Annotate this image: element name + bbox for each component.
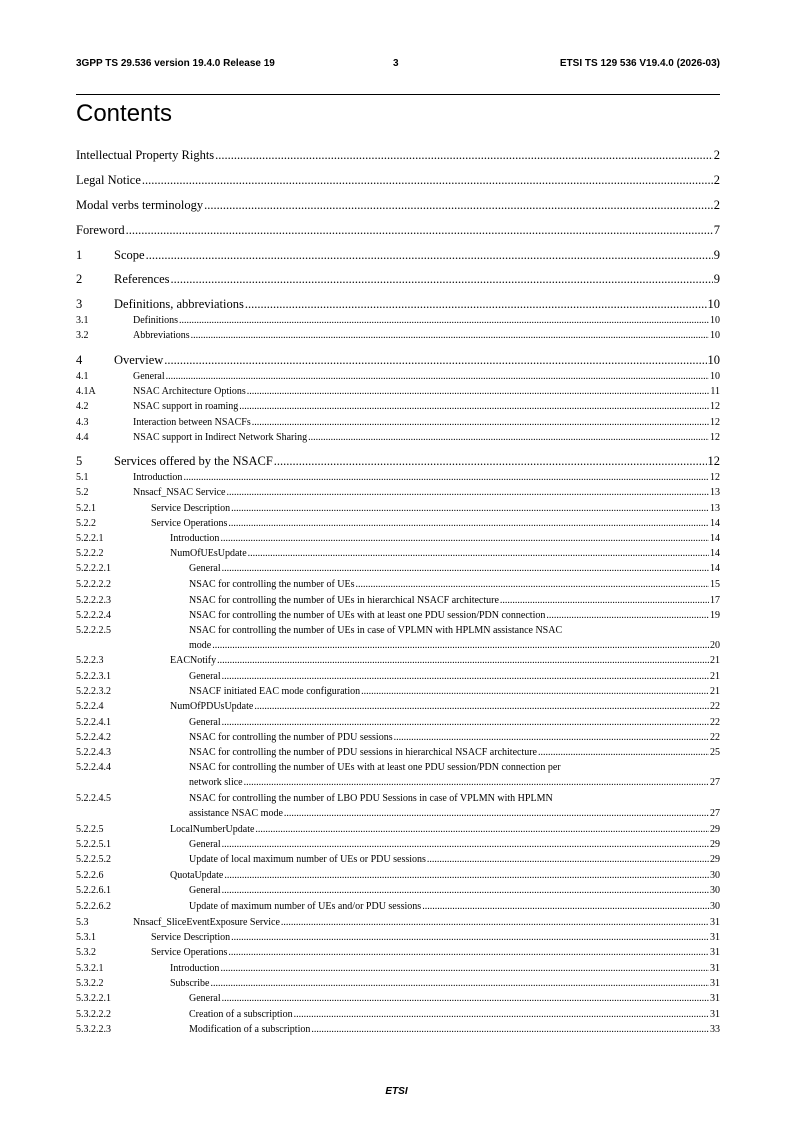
toc-entry[interactable] — [76, 854, 720, 866]
toc-entry-page: 10 — [707, 353, 720, 367]
toc-leader-dots — [538, 747, 709, 759]
toc-entry[interactable] — [76, 625, 720, 652]
toc-entry-number: 4.1A — [76, 386, 96, 397]
toc-leader-dots — [252, 417, 709, 429]
toc-entry-number: 5.2.1 — [76, 503, 96, 514]
toc-entry-number: 3.1 — [76, 315, 89, 326]
toc-entry[interactable] — [76, 671, 720, 683]
toc-entry[interactable] — [76, 472, 720, 484]
toc-entry-page: 31 — [710, 993, 720, 1004]
toc-entry-page: 30 — [710, 885, 720, 896]
toc-entry[interactable] — [76, 315, 720, 327]
toc-entry-title: EACNotify — [170, 655, 217, 666]
toc-entry[interactable] — [76, 330, 720, 342]
toc-entry-page: 25 — [710, 747, 720, 758]
toc-entry-title: General — [189, 717, 221, 728]
toc-leader-dots — [356, 579, 709, 591]
toc-leader-dots — [247, 386, 710, 398]
toc-leader-dots — [222, 563, 709, 575]
toc-entry-page: 22 — [710, 701, 720, 712]
toc-entry-page: 31 — [710, 932, 720, 943]
toc-entry-number: 5.2.2 — [76, 518, 96, 529]
toc-leader-dots — [220, 533, 709, 545]
toc-entry-number: 4 — [76, 353, 83, 367]
toc-entry-page: 12 — [710, 432, 720, 443]
toc-entry-page: 9 — [713, 248, 720, 262]
toc-entry[interactable] — [76, 686, 720, 698]
toc-entry-page: 20 — [710, 640, 720, 651]
toc-leader-dots — [228, 947, 709, 959]
toc-entry-number: 5.2.2.2.1 — [76, 563, 111, 574]
toc-entry-page: 14 — [710, 533, 720, 544]
page-title: Contents — [76, 100, 173, 127]
toc-entry-page: 7 — [713, 223, 720, 237]
toc-leader-dots — [126, 223, 713, 237]
toc-entry-title: Update of local maximum number of UEs or PDU sessions — [189, 854, 426, 865]
toc-entry[interactable] — [76, 793, 720, 820]
toc-entry-page: 14 — [710, 518, 720, 529]
toc-entry-page: 27 — [710, 777, 720, 788]
toc-entry-page: 29 — [710, 824, 720, 835]
toc-entry-title: NSAC for controlling the number of UEs in case of VPLMN with HPLMN assistance NSAC — [189, 625, 563, 636]
toc-entry-number: 5.3.2.2.1 — [76, 993, 111, 1004]
toc-entry[interactable] — [76, 732, 720, 744]
toc-entry-page: 14 — [710, 548, 720, 559]
toc-leader-dots — [254, 701, 709, 713]
toc-entry-number: 5.2.2.3.1 — [76, 671, 111, 682]
toc-entry-page: 14 — [710, 563, 720, 574]
toc-entry[interactable] — [76, 978, 720, 990]
toc-entry-page: 13 — [710, 487, 720, 498]
toc-entry[interactable] — [76, 610, 720, 622]
toc-entry-page: 33 — [710, 1024, 720, 1035]
toc-entry-page: 29 — [710, 839, 720, 850]
toc-entry-number: 3 — [76, 297, 83, 311]
toc-entry[interactable] — [76, 386, 720, 398]
toc-entry-title: NumOfUEsUpdate — [170, 548, 247, 559]
toc-entry-number: 5.3.1 — [76, 932, 96, 943]
toc-entry-page: 15 — [710, 579, 720, 590]
toc-entry-number: 4.1 — [76, 371, 89, 382]
toc-entry-title-continued: network slice — [189, 777, 243, 788]
toc-entry-title: NSAC support in roaming — [133, 401, 239, 412]
toc-entry[interactable] — [76, 487, 720, 499]
toc-entry-number: 5.2.2.2 — [76, 548, 104, 559]
toc-entry-title: General — [189, 671, 221, 682]
toc-entry-title: Intellectual Property Rights — [76, 148, 215, 162]
header-divider — [76, 94, 720, 95]
toc-entry-title: NSAC for controlling the number of UEs with at least one PDU session/PDN connection — [189, 610, 546, 621]
toc-entry[interactable] — [76, 747, 720, 759]
toc-entry[interactable] — [76, 297, 720, 311]
toc-entry-page: 30 — [710, 901, 720, 912]
toc-entry-number: 5.2.2.5.2 — [76, 854, 111, 865]
toc-entry-title: Introduction — [170, 963, 220, 974]
toc-entry[interactable] — [76, 1009, 720, 1021]
toc-entry-page: 12 — [707, 454, 720, 468]
toc-entry-number: 5.2.2.2.5 — [76, 625, 111, 636]
toc-leader-dots — [244, 777, 709, 789]
toc-entry[interactable] — [76, 401, 720, 413]
toc-leader-dots — [183, 472, 709, 484]
toc-entry[interactable] — [76, 963, 720, 975]
toc-entry-page: 13 — [710, 503, 720, 514]
toc-entry-title-continued: mode — [189, 640, 212, 651]
toc-entry-page: 31 — [710, 963, 720, 974]
toc-entry-title: LocalNumberUpdate — [170, 824, 255, 835]
toc-leader-dots — [217, 655, 709, 667]
page-header — [76, 58, 720, 72]
toc-entry-title: NSAC for controlling the number of PDU sessions — [189, 732, 393, 743]
toc-entry-title: Services offered by the NSACF — [114, 454, 273, 468]
toc-entry-title: Creation of a subscription — [189, 1009, 293, 1020]
toc-entry-title: Subscribe — [170, 978, 210, 989]
header-etsi-reference: ETSI TS 129 536 V19.4.0 (2026-03) — [559, 58, 720, 69]
toc-leader-dots — [281, 917, 709, 929]
toc-entry[interactable] — [76, 824, 720, 836]
toc-leader-dots — [179, 315, 709, 327]
toc-entry[interactable] — [76, 762, 720, 789]
toc-entry-number: 5.2.2.2.3 — [76, 595, 111, 606]
toc-entry-title: NSAC for controlling the number of UEs with at least one PDU session/PDN connection per — [189, 762, 561, 773]
toc-entry-title: Service Description — [151, 503, 231, 514]
toc-entry-title: General — [189, 885, 221, 896]
toc-entry-number: 4.3 — [76, 417, 89, 428]
toc-entry-page: 10 — [710, 330, 720, 341]
toc-leader-dots — [255, 824, 709, 836]
toc-entry-title: QuotaUpdate — [170, 870, 224, 881]
toc-entry[interactable] — [76, 353, 720, 367]
toc-entry-title: Abbreviations — [133, 330, 190, 341]
toc-leader-dots — [212, 640, 709, 652]
toc-entry-number: 5.2.2.6.2 — [76, 901, 111, 912]
toc-entry-number: 5.2.2.2.2 — [76, 579, 111, 590]
toc-entry-title: NumOfPDUsUpdate — [170, 701, 254, 712]
toc-entry[interactable] — [76, 518, 720, 530]
toc-leader-dots — [274, 454, 707, 468]
toc-leader-dots — [422, 901, 709, 913]
toc-entry-number: 5 — [76, 454, 83, 468]
toc-entry-page: 19 — [710, 610, 720, 621]
toc-entry-page: 21 — [710, 686, 720, 697]
toc-leader-dots — [311, 1024, 709, 1036]
toc-leader-dots — [222, 717, 709, 729]
toc-entry-number: 5.2.2.5 — [76, 824, 104, 835]
toc-entry[interactable] — [76, 548, 720, 560]
toc-entry-title: Introduction — [133, 472, 183, 483]
header-page-number: 3 — [393, 58, 399, 69]
toc-entry-number: 5.2.2.3.2 — [76, 686, 111, 697]
toc-entry-page: 10 — [710, 371, 720, 382]
toc-entry[interactable] — [76, 595, 720, 607]
toc-entry-page: 12 — [710, 472, 720, 483]
toc-entry-number: 5.2.2.6.1 — [76, 885, 111, 896]
toc-leader-dots — [222, 885, 709, 897]
toc-entry[interactable] — [76, 272, 720, 286]
toc-entry-number: 5.2.2.3 — [76, 655, 104, 666]
toc-entry-title: General — [189, 993, 221, 1004]
toc-entry-page: 22 — [710, 717, 720, 728]
toc-entry[interactable] — [76, 503, 720, 515]
toc-entry-number: 4.4 — [76, 432, 89, 443]
toc-entry-number: 5.2.2.6 — [76, 870, 104, 881]
toc-entry-number: 5.2.2.4.3 — [76, 747, 111, 758]
toc-entry-number: 5.3.2.2 — [76, 978, 104, 989]
toc-entry-number: 5.2 — [76, 487, 89, 498]
toc-leader-dots — [308, 432, 709, 444]
toc-entry-number: 5.2.2.2.4 — [76, 610, 111, 621]
toc-entry-title: NSAC Architecture Options — [133, 386, 246, 397]
toc-entry[interactable] — [76, 148, 720, 162]
toc-leader-dots — [204, 198, 713, 212]
toc-entry[interactable] — [76, 198, 720, 212]
toc-entry-page: 10 — [707, 297, 720, 311]
toc-entry[interactable] — [76, 701, 720, 713]
toc-entry-number: 5.2.2.4.2 — [76, 732, 111, 743]
toc-leader-dots — [171, 272, 713, 286]
toc-entry-title: Nnsacf_NSAC Service — [133, 487, 226, 498]
toc-entry-title: Service Description — [151, 932, 231, 943]
toc-entry-title: Modification of a subscription — [189, 1024, 311, 1035]
toc-entry-number: 5.2.2.1 — [76, 533, 104, 544]
toc-entry-number: 4.2 — [76, 401, 89, 412]
toc-leader-dots — [231, 503, 709, 515]
toc-leader-dots — [220, 963, 709, 975]
toc-entry-number: 5.2.2.4 — [76, 701, 104, 712]
toc-entry[interactable] — [76, 248, 720, 262]
toc-entry-title: Service Operations — [151, 947, 228, 958]
toc-entry-page: 31 — [710, 978, 720, 989]
toc-entry[interactable] — [76, 839, 720, 851]
toc-entry[interactable] — [76, 371, 720, 383]
page-footer: ETSI — [385, 1086, 408, 1097]
toc-entry-page: 12 — [710, 401, 720, 412]
toc-entry-page: 30 — [710, 870, 720, 881]
toc-entry-title: Definitions — [133, 315, 178, 326]
toc-entry-title: Foreword — [76, 223, 125, 237]
toc-entry-number: 5.3.2.2.2 — [76, 1009, 111, 1020]
toc-entry-page: 29 — [710, 854, 720, 865]
toc-leader-dots — [361, 686, 709, 698]
toc-entry-number: 3.2 — [76, 330, 89, 341]
toc-entry-page: 9 — [713, 272, 720, 286]
toc-entry-number: 5.2.2.4.1 — [76, 717, 111, 728]
toc-leader-dots — [239, 401, 709, 413]
toc-leader-dots — [226, 487, 709, 499]
toc-leader-dots — [294, 1009, 709, 1021]
toc-leader-dots — [245, 297, 707, 311]
toc-entry-number: 5.1 — [76, 472, 89, 483]
toc-entry-number: 5.2.2.5.1 — [76, 839, 111, 850]
toc-leader-dots — [284, 808, 709, 820]
toc-entry-title: Definitions, abbreviations — [114, 297, 244, 311]
toc-entry-page: 31 — [710, 947, 720, 958]
toc-entry[interactable] — [76, 993, 720, 1005]
toc-entry-title: General — [189, 839, 221, 850]
toc-entry[interactable] — [76, 870, 720, 882]
toc-leader-dots — [166, 371, 709, 383]
toc-entry[interactable] — [76, 223, 720, 237]
toc-entry[interactable] — [76, 932, 720, 944]
toc-leader-dots — [500, 595, 709, 607]
toc-entry-page: 31 — [710, 917, 720, 928]
toc-entry-title: Service Operations — [151, 518, 228, 529]
toc-entry-title: Interaction between NSACFs — [133, 417, 251, 428]
toc-entry[interactable] — [76, 947, 720, 959]
toc-entry-title: References — [114, 272, 170, 286]
toc-leader-dots — [222, 671, 709, 683]
toc-entry-title: NSAC for controlling the number of UEs in hierarchical NSACF architecture — [189, 595, 499, 606]
toc-leader-dots — [146, 248, 713, 262]
toc-entry-title-continued: assistance NSAC mode — [189, 808, 283, 819]
toc-leader-dots — [231, 932, 709, 944]
toc-entry[interactable] — [76, 917, 720, 929]
toc-leader-dots — [546, 610, 709, 622]
toc-entry-page: 31 — [710, 1009, 720, 1020]
toc-leader-dots — [215, 148, 713, 162]
toc-entry-title: Modal verbs terminology — [76, 198, 204, 212]
toc-entry-number: 2 — [76, 272, 83, 286]
toc-entry[interactable] — [76, 1024, 720, 1036]
toc-entry-title: Introduction — [170, 533, 220, 544]
toc-entry[interactable] — [76, 454, 720, 468]
toc-entry-title: NSAC for controlling the number of PDU sessions in hierarchical NSACF architecture — [189, 747, 537, 758]
toc-entry-title: Scope — [114, 248, 145, 262]
toc-leader-dots — [142, 173, 713, 187]
toc-entry-page: 12 — [710, 417, 720, 428]
toc-leader-dots — [222, 839, 709, 851]
toc-entry-number: 5.3 — [76, 917, 89, 928]
toc-entry[interactable] — [76, 901, 720, 913]
toc-entry-page: 21 — [710, 655, 720, 666]
toc-leader-dots — [224, 870, 709, 882]
toc-entry-title: Nnsacf_SliceEventExposure Service — [133, 917, 280, 928]
toc-entry-title: General — [189, 563, 221, 574]
toc-entry-page: 11 — [710, 386, 720, 397]
toc-entry-number: 5.3.2 — [76, 947, 96, 958]
toc-entry-title: NSAC for controlling the number of UEs — [189, 579, 355, 590]
toc-entry-number: 5.3.2.1 — [76, 963, 104, 974]
toc-entry-title: NSAC for controlling the number of LBO PDU Sessions in case of VPLMN with HPLMN — [189, 793, 553, 804]
toc-entry[interactable] — [76, 563, 720, 575]
toc-entry-number: 5.2.2.4.5 — [76, 793, 111, 804]
toc-leader-dots — [210, 978, 709, 990]
toc-entry[interactable] — [76, 885, 720, 897]
toc-entry-title: NSAC support in Indirect Network Sharing — [133, 432, 308, 443]
toc-entry-page: 2 — [713, 198, 720, 212]
toc-entry[interactable] — [76, 173, 720, 187]
toc-entry-page: 2 — [713, 173, 720, 187]
toc-entry-page: 22 — [710, 732, 720, 743]
toc-entry-title: Overview — [114, 353, 164, 367]
toc-leader-dots — [427, 854, 709, 866]
toc-leader-dots — [164, 353, 706, 367]
toc-entry-number: 5.3.2.2.3 — [76, 1024, 111, 1035]
toc-entry-page: 17 — [710, 595, 720, 606]
toc-entry-page: 21 — [710, 671, 720, 682]
toc-leader-dots — [191, 330, 709, 342]
toc-entry-page: 10 — [710, 315, 720, 326]
toc-entry[interactable] — [76, 579, 720, 591]
toc-entry[interactable] — [76, 533, 720, 545]
toc-leader-dots — [228, 518, 709, 530]
toc-leader-dots — [394, 732, 709, 744]
toc-entry-page: 2 — [713, 148, 720, 162]
header-spec-version: 3GPP TS 29.536 version 19.4.0 Release 19 — [76, 58, 275, 69]
toc-entry-number: 5.2.2.4.4 — [76, 762, 111, 773]
toc-leader-dots — [248, 548, 709, 560]
toc-entry-title: Update of maximum number of UEs and/or PDU sessions — [189, 901, 422, 912]
toc-entry[interactable] — [76, 417, 720, 429]
toc-entry[interactable] — [76, 432, 720, 444]
toc-entry[interactable] — [76, 717, 720, 729]
toc-entry-title: Legal Notice — [76, 173, 141, 187]
toc-leader-dots — [222, 993, 709, 1005]
toc-entry[interactable] — [76, 655, 720, 667]
toc-entry-number: 1 — [76, 248, 83, 262]
toc-entry-page: 27 — [710, 808, 720, 819]
toc-entry-title: NSACF initiated EAC mode configuration — [189, 686, 361, 697]
toc-entry-title: General — [133, 371, 165, 382]
